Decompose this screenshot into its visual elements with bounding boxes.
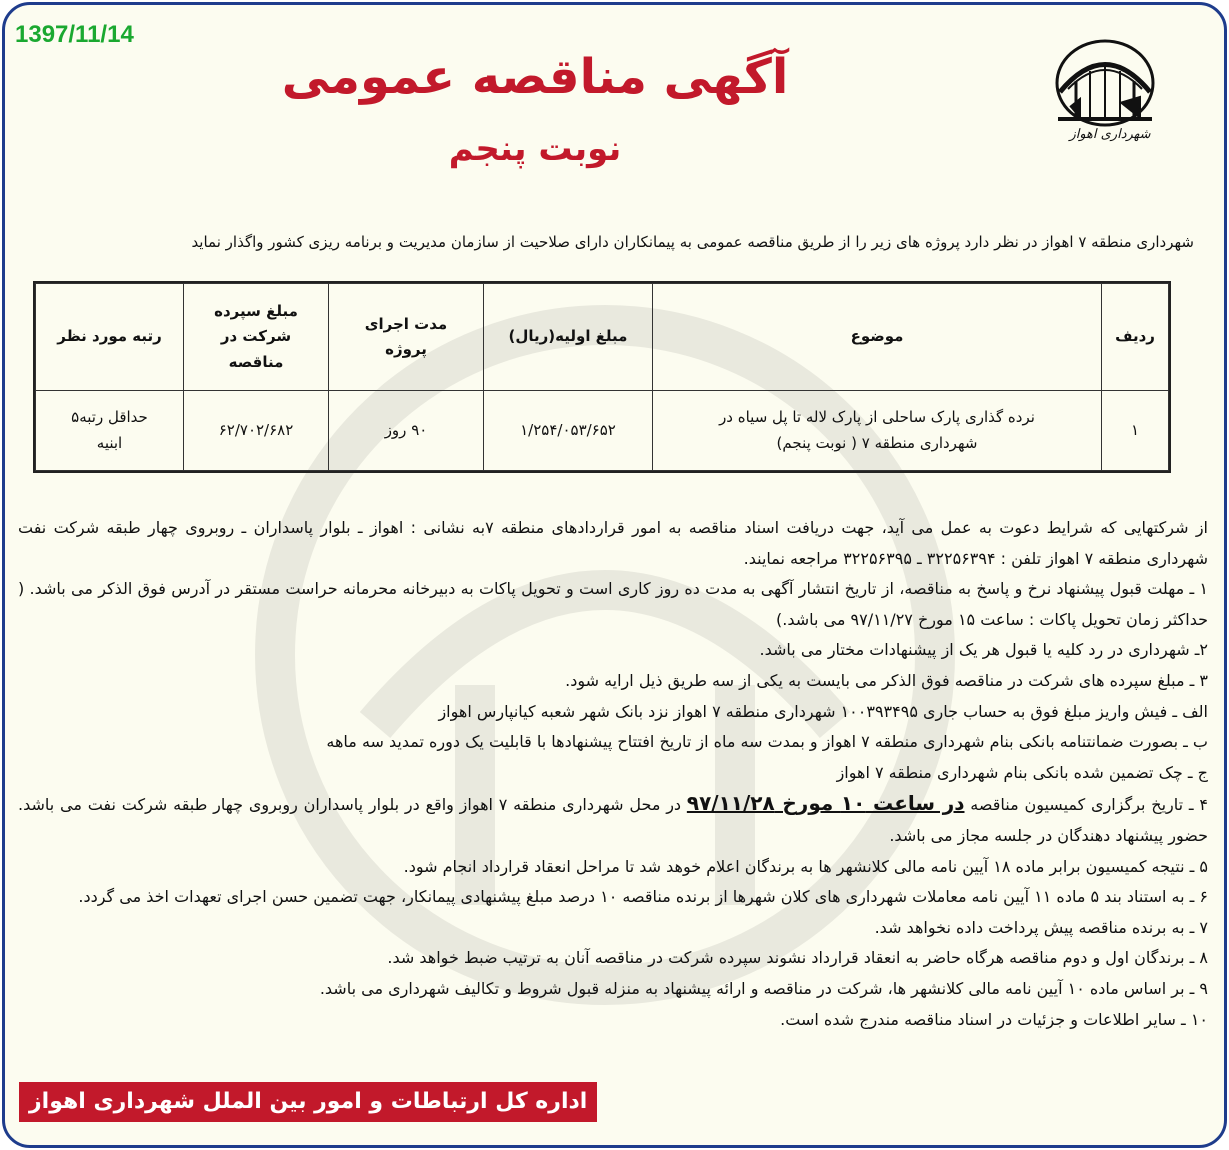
condition-3b: ب ـ بصورت ضمانتنامه بانکی بنام شهرداری منطقه ۷ اهواز و بمدت سه ماه از تاریخ افتتاح پیشنهادها با قابلیت یک دوره تمدید سه ماهه (326, 732, 1208, 752)
header-duration: مدت اجرای پروژه (329, 284, 484, 391)
condition-1: ۱ ـ مهلت قبول پیشنهاد نرخ و پاسخ به مناقصه، از تاریخ انتشار آگهی به مدت ده روز کاری است و تحویل پاکات به دبیرخانه محرمانه حراست مستقر در آدرس فوق الذکر می باشد. ( حداکثر زمان تحویل پاکات : ساعت ۱۵ مورخ ۹۷/۱۱/۲۷ می باشد.) (18, 579, 1208, 629)
condition-7: ۷ ـ به برنده مناقصه پیش پرداخت داده نخواهد شد. (874, 917, 1208, 937)
condition-3c: ج ـ چک تضمین شده بانکی بنام شهرداری منطقه ۷ اهواز (836, 762, 1208, 782)
paragraph-intro: از شرکتهایی که شرایط دعوت به عمل می آید، جهت دریافت اسناد مناقصه به امور قراردادهای منطقه ۷به نشانی : اهواز ـ بلوار پاسداران ـ روبروی چهار طبقه شرکت نفت شهرداری منطقه ۷ اهواز تلفن : ۳۲۲۵۶۳۹۴ ـ ۳۲۲۵۶۳۹۵ مراجعه نمایند. (18, 518, 1208, 568)
footer-banner: اداره کل ارتباطات و امور بین الملل شهرداری اهواز (19, 1082, 597, 1122)
condition-8: ۸ ـ برندگان اول و دوم مناقصه هرگاه حاضر به انعقاد قرارداد نشوند سپرده شرکت در مناقصه آنان به ترتیب ضبط خواهد شد. (387, 948, 1208, 968)
condition-9: ۹ ـ بر اساس ماده ۱۰ آیین نامه مالی کلانشهر ها، شرکت در مناقصه و ارائه پیشنهاد به منزله قبول شروط و تکالیف شهرداری می باشد. (319, 978, 1208, 998)
header-subject: موضوع (653, 284, 1102, 391)
header-row-number: ردیف (1102, 284, 1169, 391)
conditions-text (18, 513, 1208, 1035)
cell-deposit: ۶۲/۷۰۲/۶۸۲ (184, 391, 329, 471)
condition-5: ۵ ـ نتیجه کمیسیون برابر ماده ۱۸ آیین نامه مالی کلانشهر ها به برندگان اعلام خوهد شد تا مراحل انعقاد قرارداد انجام شود. (403, 856, 1208, 876)
header-deposit: مبلغ سپرده شرکت در مناقصه (184, 284, 329, 391)
header-initial-amount: مبلغ اولیه(ریال) (484, 284, 653, 391)
commission-date-highlight: در ساعت ۱۰ مورخ ۹۷/۱۱/۲۸ (686, 791, 965, 816)
notice-title: آگهی مناقصه عمومی (281, 49, 789, 105)
cell-duration: ۹۰ روز (329, 391, 484, 471)
condition-3a: الف ـ فیش واریز مبلغ فوق به حساب جاری ۱۰۰۳۹۳۴۹۵ شهرداری منطقه ۷ اهواز نزد بانک شهر شعبه کیانپارس اهواز (438, 701, 1208, 721)
notice-frame (2, 2, 1227, 1148)
intro-text: شهرداری منطقه ۷ اهواز در نظر دارد پروژه های زیر را از طریق مناقصه عمومی به پیمانکاران دارای صلاحیت از سازمان مدیریت و برنامه ریزی کشور واگذار نماید (191, 233, 1194, 251)
header-rank: رتبه مورد نظر (36, 284, 184, 391)
condition-4-start: ۴ ـ تاریخ برگزاری کمیسیون مناقصه (970, 795, 1208, 815)
cell-rank: حداقل رتبه۵ ابنیه (36, 391, 184, 471)
cell-initial-amount: ۱/۲۵۴/۰۵۳/۶۵۲ (484, 391, 653, 471)
logo-caption: شهرداری اهواز (1069, 127, 1151, 142)
notice-subtitle: نوبت پنجم (448, 129, 622, 169)
condition-6: ۶ ـ به استناد بند ۵ ماده ۱۱ آیین نامه معاملات شهرداری های کلان شهرها از برنده مناقصه ۱۰ درصد مبلغ پیشنهادی پیمانکار، جهت تضمین حسن اجرای تعهدات اخذ می گردد. (78, 887, 1208, 907)
condition-4-end: در محل شهرداری منطقه ۷ اهواز واقع در بلوار پاسداران روبروی چهار طبقه شرکت نفت می باشد. حضور پیشنهاد دهندگان در جلسه مجاز می باشد. (18, 795, 1208, 845)
condition-10: ۱۰ ـ سایر اطلاعات و جزئیات در اسناد مناقصه مندرج شده است. (780, 1009, 1208, 1029)
table-header-row (36, 284, 1169, 391)
tender-table (33, 281, 1171, 473)
condition-4 (18, 788, 1208, 851)
cell-subject: نرده گذاری پارک ساحلی از پارک لاله تا پل سیاه در شهرداری منطقه ۷ ( نوبت پنجم) (653, 391, 1102, 471)
publish-date: 1397/11/14 (15, 21, 134, 48)
table-row (36, 391, 1169, 471)
cell-row-number: ۱ (1102, 391, 1169, 471)
condition-3: ۳ ـ مبلغ سپرده های شرکت در مناقصه فوق الذکر می بایست به یکی از سه طریق ذیل ارایه شود. (565, 670, 1208, 690)
condition-2: ۲ـ شهرداری در رد کلیه یا قبول هر یک از پیشنهادات مختار می باشد. (759, 640, 1208, 660)
